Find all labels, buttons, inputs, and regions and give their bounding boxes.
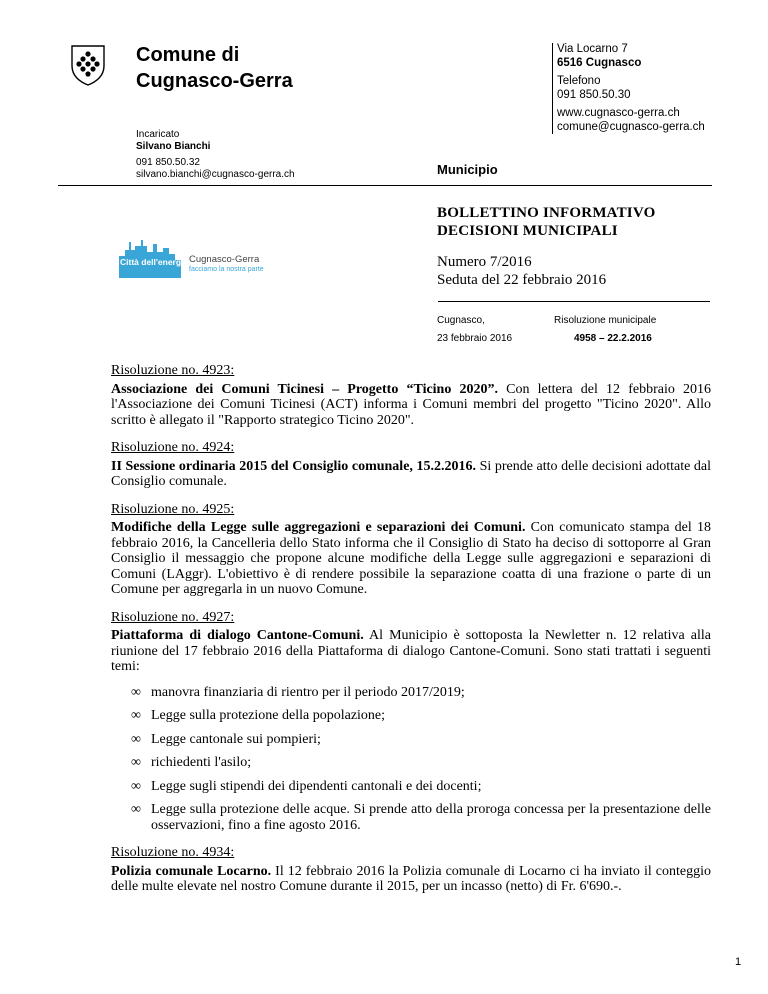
resolution-item	[111, 363, 711, 428]
bulletin-title: BOLLETTINO INFORMATIVO DECISIONI MUNICIPALI	[437, 205, 656, 239]
resolution-text: Associazione dei Comuni Ticinesi – Progetto “Ticino 2020”. Con lettera del 12 febbraio 2016 l'Associazione dei Comuni Ticinesi (ACT) informa i Comuni membri del progetto "Ticino 2020". Allo scritto è allegato il "Rapporto strategico Ticino 2020".	[111, 381, 712, 428]
list-item: ∞ manovra finanziaria di rientro per il periodo 2017/2019;	[131, 684, 465, 700]
staff-name: Silvano Bianchi	[136, 141, 211, 152]
meta-divider	[438, 301, 710, 302]
resolution-item	[111, 502, 711, 598]
logo-tagline: facciamo la nostra parte	[189, 266, 264, 273]
staff-block	[136, 129, 295, 181]
list-item: ∞ Legge sulla protezione delle acque. Si prende atto della proroga concessa per la presentazione delle osservazioni, fino a fine agosto 2016.	[131, 802, 711, 833]
resolution-item	[111, 845, 711, 895]
topics-list	[111, 685, 711, 834]
resolution-item	[111, 610, 711, 834]
staff-phone: 091 850.50.32	[136, 157, 200, 168]
resolution-heading: Risoluzione no. 4927:	[111, 609, 235, 625]
bullet-icon: ∞	[131, 778, 141, 794]
resolution-heading: Risoluzione no. 4923:	[111, 363, 235, 378]
list-item: ∞ Legge sulla protezione della popolazione;	[131, 708, 386, 723]
resolution-text: II Sessione ordinaria 2015 del Consiglio comunale, 15.2.2016. Si prende atto delle decisioni adottate dal Consiglio comunale.	[111, 458, 711, 489]
staff-role: Incaricato	[136, 129, 180, 140]
place-date	[437, 312, 512, 348]
resolution-heading: Risoluzione no. 4934:	[111, 845, 235, 860]
resolutions-list	[111, 363, 711, 907]
page-number: 1	[735, 956, 742, 968]
resolution-item	[111, 440, 711, 490]
resolution-heading: Risoluzione no. 4924:	[111, 440, 235, 455]
date: 23 febbraio 2016	[437, 333, 513, 344]
department-label: Municipio	[437, 162, 498, 177]
resolution-text: Piattaforma di dialogo Cantone-Comuni. Al Municipio è sottoposta la Newletter n. 12 relativa alla riunione del 17 febbraio 2016 della Piattaforma di dialogo Cantone-Comuni. Sono stati trattati i seguenti temi:	[111, 628, 712, 674]
address-city: 6516 Cugnasco	[557, 56, 642, 69]
bullet-icon: ∞	[131, 755, 141, 770]
energy-city-badge: Città dell'energia	[120, 257, 189, 267]
header-divider	[58, 185, 712, 186]
address-street: Via Locarno 7	[557, 43, 628, 55]
resolution-text: Modifiche della Legge sulle aggregazioni e separazioni dei Comuni. Con comunicato stampa del 18 febbraio 2016, la Cancelleria dello Stato informa che il Consiglio di Stato ha deciso di sottoporre al Gran Consiglio il messaggio che propone alcune modifiche della Legge sulle aggregazioni e separazioni di Comuni (LAggr). L'obiettivo è di rendere possibile la separazione coatta di una frazione o parte di un Comune per aggregarla in un nuovo Comune.	[111, 520, 711, 597]
resolution-heading: Risoluzione no. 4925:	[111, 501, 235, 517]
list-item: ∞ richiedenti l'asilo;	[131, 755, 252, 770]
website-link[interactable]: www.cugnasco-gerra.ch	[557, 107, 680, 119]
logo-town-name: Cugnasco-Gerra	[189, 254, 260, 265]
coat-of-arms-icon	[70, 44, 106, 86]
resolution-text: Polizia comunale Locarno. Il 12 febbraio 2016 la Polizia comunale di Locarno ci ha inviato il conteggio delle multe elevate nel nostro Comune durante il 2015, per un incasso (netto) di Fr. 6'690.-.	[111, 863, 711, 894]
bullet-icon: ∞	[131, 731, 141, 747]
phone-label: Telefono	[557, 75, 601, 87]
phone-number: 091 850.50.30	[557, 88, 631, 101]
energy-city-logo	[117, 234, 297, 282]
email-link[interactable]: comune@cugnasco-gerra.ch	[557, 120, 705, 133]
list-item: ∞ Legge sugli stipendi dei dipendenti cantonali e dei docenti;	[131, 778, 482, 794]
place: Cugnasco,	[437, 315, 485, 326]
organization-name: Comune di Cugnasco-Gerra	[136, 44, 293, 92]
resolution-label: Risoluzione municipale	[554, 315, 657, 326]
bullet-icon: ∞	[131, 684, 141, 700]
bullet-icon: ∞	[131, 802, 141, 817]
session-date: Seduta del 22 febbraio 2016	[437, 272, 607, 288]
contact-block	[552, 43, 705, 134]
bulletin-number: Numero 7/2016	[437, 254, 532, 270]
resolution-number: 4958 – 22.2.2016	[574, 333, 652, 344]
bulletin-number-block	[437, 253, 606, 289]
list-item: ∞ Legge cantonale sui pompieri;	[131, 731, 321, 747]
bullet-icon: ∞	[131, 708, 141, 723]
staff-email[interactable]: silvano.bianchi@cugnasco-gerra.ch	[136, 169, 295, 180]
resolution-reference	[554, 312, 656, 348]
